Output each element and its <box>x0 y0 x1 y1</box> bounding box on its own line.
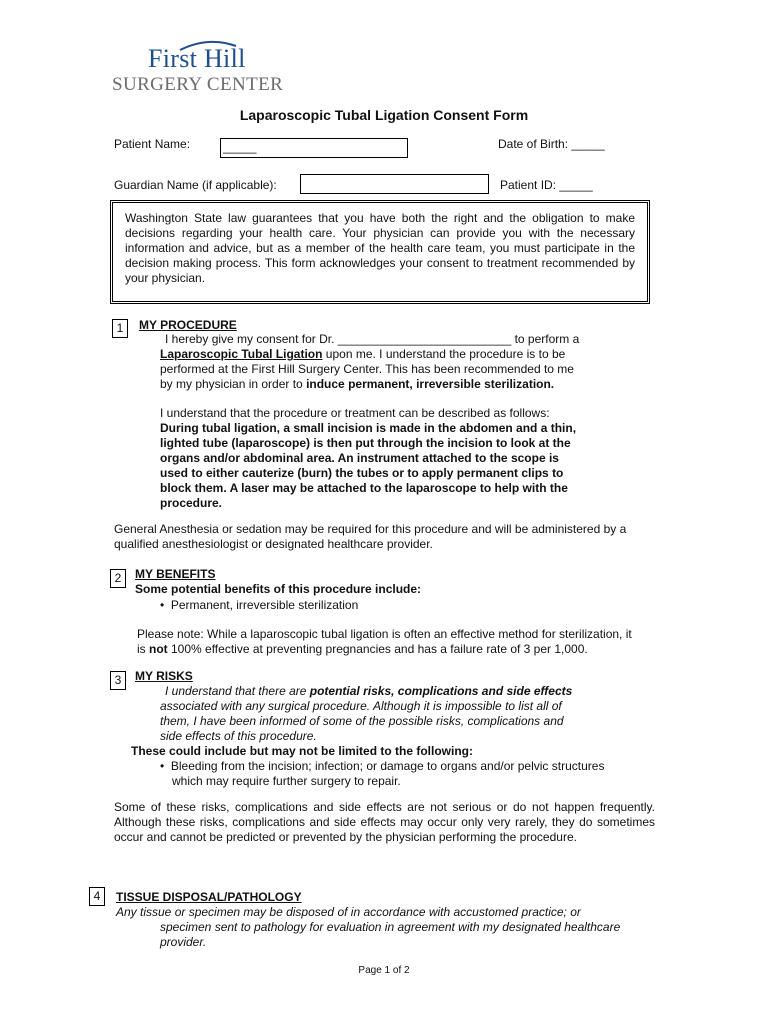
risks-line-3: them, I have been informed of some of the possible risks, complications and <box>160 714 564 728</box>
page-number: Page 1 of 2 <box>358 965 410 976</box>
description-line-3: organs and/or abdominal area. An instrument attached to the scope is <box>160 451 559 465</box>
description-line-4: used to either cauterize (burn) the tubes or to apply permanent clips to <box>160 466 564 480</box>
risks-bullet-cont: which may require further surgery to repair. <box>172 774 401 788</box>
tissue-line-1: Any tissue or specimen may be disposed of in accordance with accustomed practice; or <box>116 905 581 919</box>
description-line-2: lighted tube (laparoscope) is then put through the incision to look at the <box>160 436 571 450</box>
description-line-5: block them. A laser may be attached to the laparoscope to help with the <box>160 481 568 495</box>
consent-line-3: performed at the First Hill Surgery Center. This has been recommended to me <box>160 362 574 376</box>
description-line-1: During tubal ligation, a small incision is made in the abdomen and a thin, <box>160 421 577 435</box>
risks-line-4: side effects of this procedure. <box>160 729 317 743</box>
anesthesia-paragraph: General Anesthesia or sedation may be required for this procedure and will be administered by a qualified anesthesiologist or designated healthcare provider. <box>114 522 627 551</box>
guardian-name-field[interactable] <box>300 174 489 194</box>
benefits-subhead: Some potential benefits of this procedure include: <box>135 582 422 596</box>
risks-line-1 <box>165 684 572 699</box>
patient-name-field[interactable] <box>220 138 408 158</box>
consent-line-2-rest: upon me. I understand the procedure is to be <box>322 347 566 361</box>
section-2-heading: MY BENEFITS <box>135 567 216 581</box>
patient-name-value: _____ <box>223 140 257 154</box>
legal-notice-box: Washington State law guarantees that you have both the right and the obligation to make decisions regarding your health care. Your physician can provide you with the necessary information and advice, but as a member of the health care team, you must participate in the decision making process. This form acknowledges your consent to treatment recommended by your physician. <box>110 200 650 304</box>
consent-line-1: I hereby give my consent for Dr. __________________________ to perform a <box>165 332 580 346</box>
consent-line-2 <box>160 347 565 362</box>
risks-bullet-text: Bleeding from the incision; infection; or damage to organs and/or pelvic structures <box>170 759 605 773</box>
section-1-number: 1 <box>112 319 128 338</box>
date-of-birth-label: Date of Birth: _____ <box>498 137 605 151</box>
consent-line-4 <box>160 377 554 392</box>
section-4-heading: TISSUE DISPOSAL/PATHOLOGY <box>116 890 302 904</box>
risks-bullet: • Bleeding from the incision; infection; or damage to organs and/or pelvic structures <box>160 759 605 773</box>
logo-surgery-center: SURGERY CENTER <box>112 74 284 95</box>
risks-line-1-bold: potential risks, complications and side effects <box>309 684 573 698</box>
section-3-number: 3 <box>110 671 126 690</box>
risks-closing-paragraph: Some of these risks, complications and side effects are not serious or do not happen frequently. Although these risks, complications and side effects may occur only very rarely, they do sometimes occur and cannot be predicted or prevented by the physician performing the procedure. <box>114 800 655 844</box>
procedure-name: Laparoscopic Tubal Ligation <box>160 347 323 361</box>
note-is: is <box>137 642 149 656</box>
patient-id-label: Patient ID: _____ <box>500 178 593 192</box>
benefits-note-line-2 <box>137 642 588 657</box>
section-3-heading: MY RISKS <box>135 669 193 683</box>
risks-line-1-text: I understand that there are <box>165 684 310 698</box>
benefits-bullet-text: Permanent, irreversible sterilization <box>170 598 359 612</box>
description-line-6: procedure. <box>160 496 223 510</box>
risks-subhead: These could include but may not be limited to the following: <box>131 744 474 758</box>
guardian-name-label: Guardian Name (if applicable): <box>114 178 277 192</box>
note-rest: 100% effective at preventing pregnancies and has a failure rate of 3 per 1,000. <box>167 642 588 656</box>
section-1-heading: MY PROCEDURE <box>139 318 237 332</box>
consent-line-4-bold: induce permanent, irreversible sterilization. <box>306 377 555 391</box>
logo-first-hill: First Hill <box>148 44 246 73</box>
benefits-bullet: • Permanent, irreversible sterilization <box>160 598 359 612</box>
tissue-line-3: provider. <box>160 935 207 949</box>
description-intro: I understand that the procedure or treatment can be described as follows: <box>160 406 550 420</box>
tissue-line-2: specimen sent to pathology for evaluation in agreement with my designated healthcare <box>160 920 621 934</box>
note-not: not <box>149 642 168 656</box>
page-title: Laparoscopic Tubal Ligation Consent Form <box>239 107 529 123</box>
section-2-number: 2 <box>110 569 126 588</box>
consent-line-4-text: by my physician in order to <box>160 377 307 391</box>
logo-arc-icon <box>178 38 238 52</box>
patient-name-label: Patient Name: <box>114 137 191 151</box>
risks-line-2: associated with any surgical procedure. Although it is impossible to list all of <box>160 699 562 713</box>
benefits-note-line-1: Please note: While a laparoscopic tubal ligation is often an effective method for sterilization, it <box>137 627 632 641</box>
section-4-number: 4 <box>89 887 105 906</box>
